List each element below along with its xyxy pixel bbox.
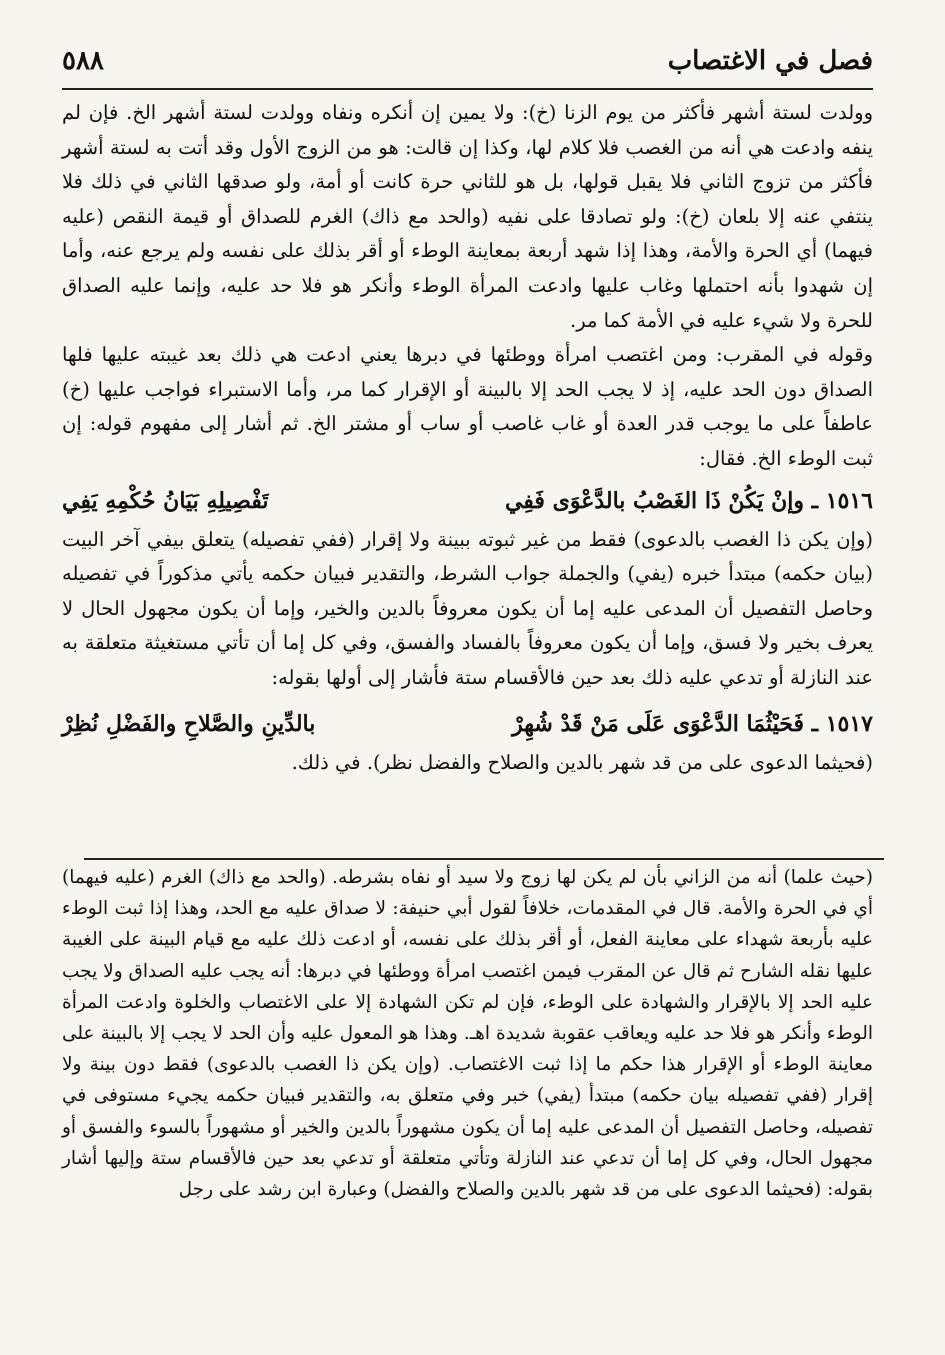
page-number: ٥٨٨ xyxy=(62,46,104,76)
main-paragraph-4: (فحيثما الدعوى على من قد شهر بالدين والصلاح والفضل نظر). في ذلك. xyxy=(291,750,873,774)
commentary-paragraph: (حيث علما) أنه من الزاني بأن لم يكن لها زوج ولا سيد أو نفاه بشرطه. (والحد مع ذاك) الغرم (عليه فيهما) أي في الحرة والأمة. قال في المقدمات، خلافاً لقول أبي حنيفة: لا صداق عليه مع الحد، وهذا إذا ثبت الوطء عليه بأربعة شهداء على معاينة الفعل، أو أقر بذلك على نفسه، أو ادعت ذلك عليه مع قيام البينة على الغيبة عليها نقله الشارح ثم قال عن المقرب فيمن اغتصب امرأة ووطئها في دبرها: أنه يجب عليه الصداق ولا يجب عليه الحد إلا بالإقرار والشهادة على الوطء، فإن لم تكن الشهادة إلا على الاغتصاب والخلوة وادعت المرأة الوطء وأنكر هو فلا حد عليه ويعاقب عقوبة شديدة اهـ. وهذا هو المعول عليه وأن الحد لا يجب إلا بالبينة على معاينة الوطء أو الإقرار هذا حكم ما إذا ثبت الاغتصاب. (وإن يكن ذا الغصب بالدعوى) فقط دون بينة ولا إقرار (ففي تفصيله بيان حكمه) مبتدأ (يفي) خبر وفي متعلق به، والتقدير فبيان حكمه يجيء مستوفى في تفصيله، وحاصل التفصيل أن المدعى عليه إما أن يكون مشهوراً بالدين والخير أو مشهوراً بالسوء والفسق أو مجهول الحال، وفي كل إما أن تدعي عند النازلة وتأتي متعلقة أو تدعي بعد حين فالأقسام ستة وإليها أشار بقوله: (فحيثما الدعوى على من قد شهر بالدين والصلاح والفضل) وعبارة ابن رشد على رجل xyxy=(62,867,873,1201)
verse-1516-first-hemistich: ١٥١٦ ـ وإنْ يَكُنْ ذَا الغَصْبُ بالدَّعْوَى فَفِي xyxy=(504,487,873,514)
main-paragraph-3: (وإن يكن ذا الغصب بالدعوى) فقط من غير ثبوته ببينة ولا إقرار (ففي تفصيله) يتعلق بيفي آخر البيت (بيان حكمه) مبتدأ خبره (يفي) والجملة جواب الشرط، والتقدير فبيان حكمه يأتي مذكوراً في تفصيله وحاصل التفصيل أن المدعى عليه إما أن يكون معروفاً بالدين والخير، وإما أن يكون مجهول الحال لا يعرف بخير ولا فسق، وإما أن يكون معروفاً بالفساد والفسق، وفي كل إما أن تأتي مستغيثة متعلقة به عند النازلة أو تدعي عليه ذلك بعد حين فالأقسام ستة فأشار إلى أولها بقوله: xyxy=(62,527,873,689)
header-divider xyxy=(62,88,873,90)
verse-1517 xyxy=(62,704,873,744)
verse-1517-second-hemistich: بالدِّينِ والصَّلاحِ والفَضْلِ نُظِرْ xyxy=(62,710,316,737)
footnote-divider xyxy=(84,858,884,860)
verse-1517-first-hemistich: ١٥١٧ ـ فَحَيْثُمَا الدَّعْوَى عَلَى مَنْ قَدْ شُهِرْ xyxy=(512,710,873,737)
main-text xyxy=(62,96,873,780)
verse-1516 xyxy=(62,481,873,521)
chapter-title: فصل في الاغتصاب xyxy=(667,46,873,76)
main-paragraph-2: وقوله في المقرب: ومن اغتصب امرأة ووطئها في دبرها يعني ادعت هي ذلك بعد غيبته عليها فلها الصداق دون الحد عليه، إذ لا يجب الحد إلا بالبينة أو الإقرار كما مر، وأما الاستبراء فواجب عليها (خ) عاطفاً على ما يوجب قدر العدة أو غاب غاصب أو ساب أو مشتر الخ. ثم أشار إلى مفهوم قوله: إن ثبت الوطء الخ. فقال: xyxy=(62,343,873,470)
verse-1516-second-hemistich: تَفْصِيلِهِ بَيَانُ حُكْمِهِ يَفِي xyxy=(62,487,269,514)
main-paragraph-1: وولدت لستة أشهر فأكثر من يوم الزنا (خ): ولا يمين إن أنكره ونفاه وولدت لستة أشهر الخ. فإن لم ينفه وادعت هي أنه من الغصب فلا كلام لها، وكذا إن قالت: هو من الزوج الأول وقد أتت به لستة أشهر فأكثر من تزوج الثاني فلا يقبل قولها، بل هو للثاني حرة كانت أو أمة، ولو صدقها الثاني في ذلك فلا ينتفي عنه إلا بلعان (خ): ولو تصادقا على نفيه (والحد مع ذاك) الغرم للصداق أو قيمة النقص (عليه فيهما) أي الحرة والأمة، وهذا إذا شهد أربعة بمعاينة الوطء أو أقر بذلك على نفسه ولم يرجع عنه، وأما إن شهدوا بأنه احتملها وغاب عليها وادعت المرأة الوطء وأنكر هو فلا حد عليه، وإنما عليه الصداق للحرة ولا شيء عليه في الأمة كما مر. xyxy=(62,101,873,332)
page-header xyxy=(62,38,873,84)
commentary-notes xyxy=(62,862,873,1205)
